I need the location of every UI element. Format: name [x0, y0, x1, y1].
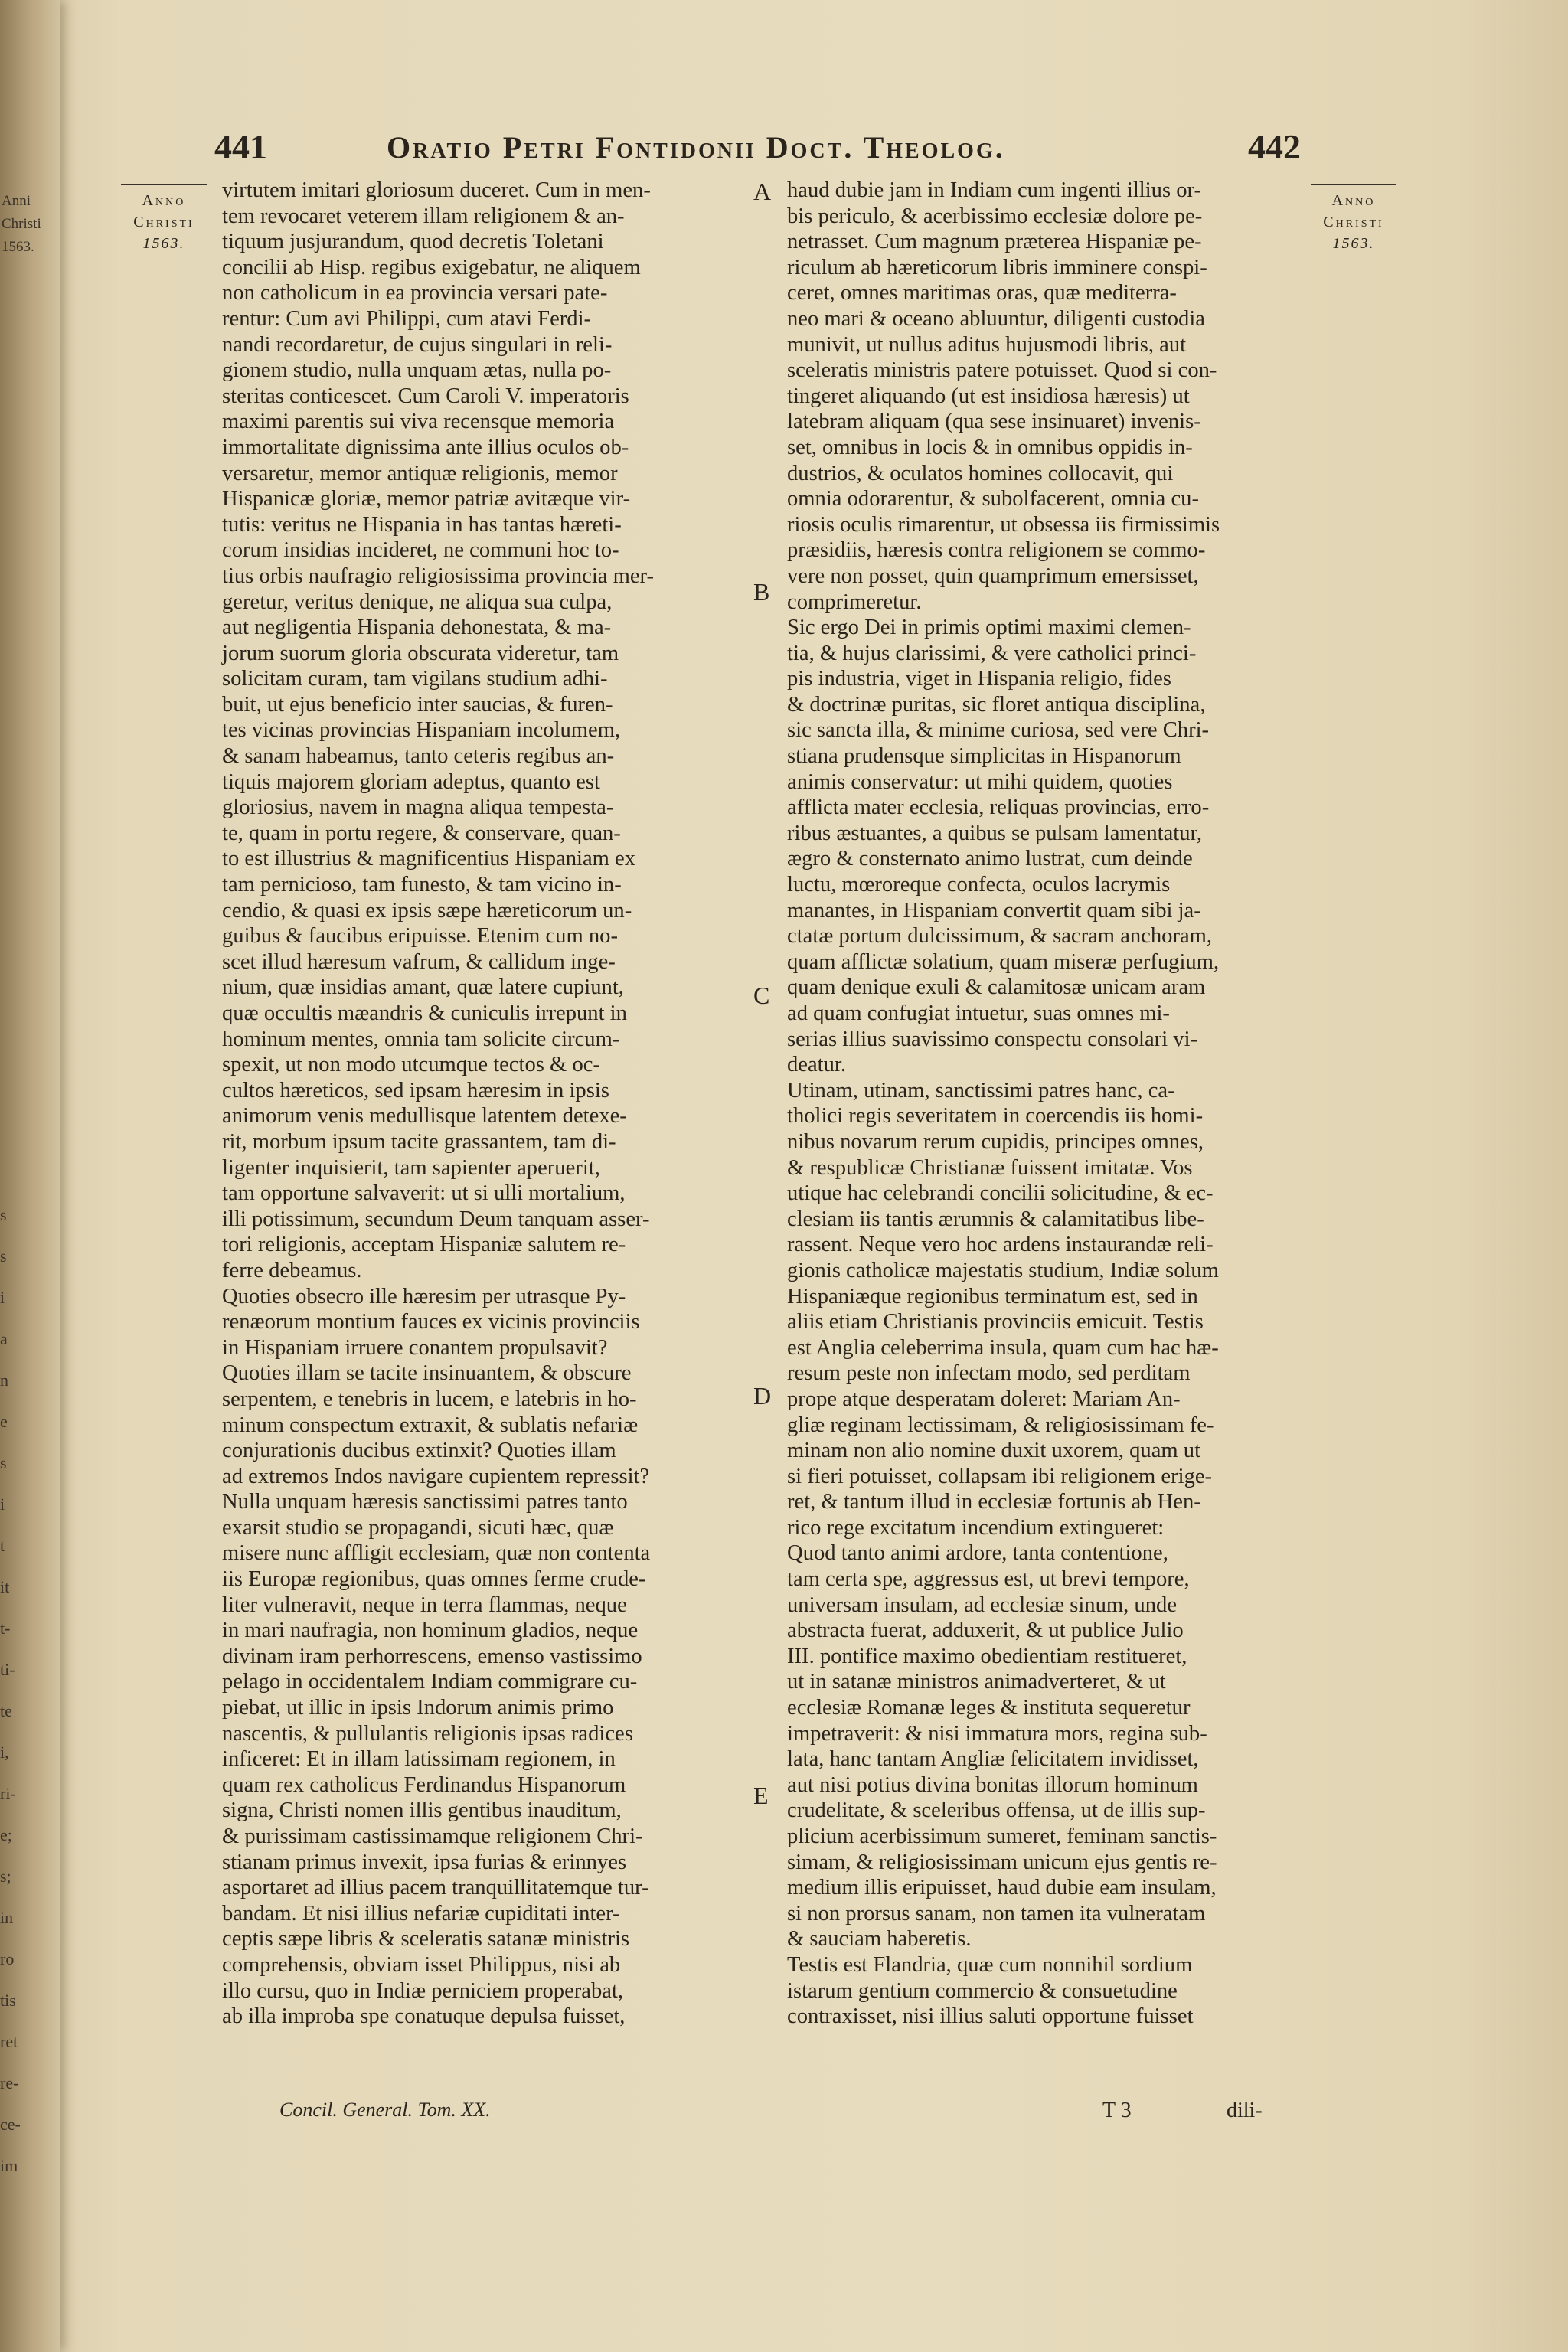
previous-page-fragment: it — [0, 1577, 10, 1596]
text-line: stiana prudensque simplicitas in Hispanorum — [787, 744, 1181, 769]
margin-note-year: 1563. — [1332, 235, 1375, 252]
margin-note-left — [121, 184, 207, 254]
text-line: geretur, veritus denique, ne aliqua sua culpa, — [222, 590, 612, 614]
text-line: gionis catholicæ majestatis studium, Indiæ solum — [787, 1258, 1219, 1282]
section-letter-e: E — [753, 1782, 769, 1809]
text-line: animorum venis medullisque latentem detexe- — [222, 1104, 627, 1129]
previous-page-fragment: e — [0, 1412, 8, 1431]
text-line: nandi recordaretur, de cujus singulari in reli- — [222, 332, 612, 357]
text-line: si non prorsus sanam, non tamen ita vulneratam — [787, 1901, 1206, 1926]
text-line: quam rex catholicus Ferdinandus Hispanorum — [222, 1772, 626, 1797]
text-line: tem revocaret veterem illam religionem & an- — [222, 204, 625, 228]
previous-page-fragment: Anni — [2, 193, 31, 209]
text-line: netrasset. Cum magnum præterea Hispaniæ pe- — [787, 230, 1202, 254]
section-letter-a: A — [753, 178, 772, 205]
text-line: ceret, omnes maritimas oras, quæ mediterra- — [787, 281, 1177, 305]
signature-mark: T 3 — [1102, 2099, 1132, 2122]
text-line: ligenter inquisierit, tam sapienter aperuerit, — [222, 1155, 600, 1180]
text-line: gionem studio, nulla unquam ætas, nulla po- — [222, 358, 612, 383]
text-line: ab illa improba spe conatuque depulsa fuisset, — [222, 2004, 626, 2029]
text-column-left — [222, 178, 755, 2030]
text-line: steritas conticescet. Cum Caroli V. imperatoris — [222, 384, 629, 408]
previous-page-fragment: ret — [0, 2032, 18, 2051]
text-line: ribus æstuantes, a quibus se pulsam lamentatur, — [787, 821, 1203, 845]
text-line: in mari naufragia, non hominum gladios, neque — [222, 1619, 639, 1643]
previous-page-fragment: t- — [0, 1619, 11, 1638]
text-line: Hispanicæ gloriæ, memor patriæ avitæque vir- — [222, 487, 631, 511]
text-line: & sauciam haberetis. — [787, 1927, 972, 1952]
text-line: bandam. Et nisi illius nefariæ cupiditati inter- — [222, 1901, 620, 1926]
text-line: versaretur, memor antiquæ religionis, memor — [222, 461, 618, 485]
text-line: ægro & consternato animo lustrat, cum deinde — [787, 847, 1193, 871]
text-line: tiquum jusjurandum, quod decretis Toletani — [222, 230, 604, 254]
text-line: tia, & hujus clarissimi, & vere catholici princi- — [787, 641, 1197, 665]
previous-page-fragment: s; — [0, 1867, 11, 1886]
margin-note-right — [1311, 184, 1396, 254]
text-line: signa, Christi nomen illis gentibus inauditum, — [222, 1798, 622, 1823]
text-line: non catholicum in ea provincia versari pate- — [222, 281, 608, 305]
text-line: Sic ergo Dei in primis optimi maximi clemen- — [787, 616, 1191, 640]
previous-page-fragment: s — [0, 1246, 7, 1266]
text-line: rico rege excitatum incendium extingueret: — [787, 1515, 1165, 1540]
text-line: set, omnibus in locis & in omnibus oppidis in- — [787, 435, 1193, 459]
section-letter-c: C — [753, 982, 770, 1009]
previous-page-fragment: ri- — [0, 1784, 16, 1803]
collection-footer: Concil. General. Tom. XX. — [279, 2099, 491, 2121]
text-line: Quoties obsecro ille hæresim per utrasque Py- — [222, 1284, 626, 1308]
text-line: cendio, & quasi ex ipsis sæpe hæreticorum un- — [222, 898, 632, 923]
text-line: universam insulam, ad ecclesiæ sinum, unde — [787, 1592, 1178, 1617]
text-line: inficeret: Et in illam latissimam regionem, in — [222, 1747, 616, 1772]
text-line: tam certa spe, aggressus est, ut brevi tempore, — [787, 1567, 1190, 1592]
text-line: clesiam iis tantis ærumnis & calamitatibus libe- — [787, 1207, 1204, 1231]
text-line: resum peste non infectam modo, sed perditam — [787, 1361, 1191, 1386]
text-line: aliis etiam Christianis provinciis emicuit. Testis — [787, 1310, 1204, 1334]
text-line: quam afflictæ solatium, quam miseræ perfugium, — [787, 949, 1220, 974]
previous-page-margin — [2, 190, 55, 259]
text-line: animis conservatur: ut mihi quidem, quoties — [787, 769, 1173, 794]
previous-page-fragment: s — [0, 1205, 7, 1224]
previous-page-fragment: i — [0, 1494, 5, 1514]
text-line: concilii ab Hisp. regibus exigebatur, ne aliquem — [222, 255, 641, 279]
previous-page-fragment: s — [0, 1453, 7, 1472]
text-line: vere non posset, quin quamprimum emersisset, — [787, 564, 1199, 588]
text-line: ecclesiæ Romanæ leges & instituta sequeretur — [787, 1696, 1191, 1720]
text-line: istarum gentium commercio & consuetudine — [787, 1978, 1178, 2003]
text-line: abstracta fuerat, adduxerit, & ut publice Julio — [787, 1619, 1184, 1643]
text-line: ut in satanæ ministros animadverteret, & ut — [787, 1670, 1166, 1694]
text-line: bis periculo, & acerbissimo ecclesiæ dolore pe- — [787, 204, 1203, 228]
text-line: pelago in occidentalem Indiam commigrare cu- — [222, 1670, 638, 1694]
text-line: utique hac celebrandi concilii solicitudine, & ec- — [787, 1181, 1214, 1206]
text-line: plicium acerbissimum sumeret, feminam sanctis- — [787, 1824, 1217, 1848]
text-line: Nulla unquam hæresis sanctissimi patres tanto — [222, 1490, 628, 1514]
previous-page-fragment: a — [0, 1329, 8, 1348]
text-line: in Hispaniam irruere conantem propulsavit? — [222, 1335, 608, 1360]
text-line: præsidiis, hæresis contra religionem se commo- — [787, 538, 1206, 563]
text-column-right — [787, 178, 1317, 2030]
text-line: sceleratis ministris patere potuisset. Quod si con- — [787, 358, 1217, 383]
text-line: simam, & religiosissimam unicum ejus gentis re- — [787, 1850, 1217, 1874]
text-line: luctu, mœroreque confecta, oculos lacrymis — [787, 873, 1171, 897]
text-line: Hispaniæque regionibus terminatum est, sed in — [787, 1284, 1198, 1308]
text-line: afflicta mater ecclesia, reliquas provincias, erro- — [787, 795, 1210, 820]
text-line: III. pontifice maximo obedientiam restitueret, — [787, 1644, 1187, 1668]
text-line: contraxisset, nisi illius saluti opportune fuisset — [787, 2004, 1194, 2029]
text-line: misere nunc affligit ecclesiam, quæ non contenta — [222, 1541, 651, 1566]
text-line: medium illis eripuisset, haud dubie eam insulam, — [787, 1876, 1217, 1900]
text-line: tutis: veritus ne Hispania in has tantas hæreti- — [222, 512, 622, 537]
text-line: pis industria, viget in Hispania religio, fides — [787, 667, 1171, 691]
text-line: ad extremos Indos navigare cupientem repressit? — [222, 1464, 650, 1488]
previous-page-fragment: Christi — [2, 216, 41, 232]
page-number-right: 442 — [1248, 127, 1301, 166]
text-line: gliæ reginam lectissimam, & religiosissimam fe- — [787, 1413, 1214, 1437]
text-line: guibus & faucibus eripuisse. Etenim cum no- — [222, 924, 618, 949]
text-line: tingeret aliquando (ut est insidiosa hæresis) ut — [787, 384, 1190, 408]
text-line: Quod tanto animi ardore, tanta contentione, — [787, 1541, 1168, 1566]
text-line: Testis est Flandria, quæ cum nonnihil sordium — [787, 1952, 1193, 1977]
text-line: immortalitate dignissima ante illius oculos ob- — [222, 435, 629, 459]
text-line: neo mari & oceano abluuntur, diligenti custodia — [787, 306, 1205, 331]
text-line: haud dubie jam in Indiam cum ingenti illius or- — [787, 178, 1202, 202]
text-line: te, quam in portu regere, & conservare, quan- — [222, 821, 621, 845]
text-line: quæ occultis mæandris & cuniculis irrepunt in — [222, 1001, 627, 1025]
previous-page-fragment: ti- — [0, 1660, 15, 1679]
text-line: liter vulneravit, neque in terra flammas, neque — [222, 1592, 627, 1617]
previous-page-fragments — [0, 1194, 31, 2187]
previous-page-fragment: 1563. — [2, 239, 34, 255]
text-line: tes vicinas provincias Hispaniam incolumem, — [222, 718, 621, 743]
text-line: virtutem imitari gloriosum duceret. Cum in men- — [222, 178, 651, 202]
text-line: quam denique exuli & calamitosæ unicam aram — [787, 975, 1206, 1000]
text-line: est Anglia celeberrima insula, quam cum hac hæ- — [787, 1335, 1219, 1360]
catchword: dili- — [1227, 2099, 1263, 2122]
margin-note-word: Christi — [1323, 214, 1384, 230]
text-line: dustrios, & oculatos homines collocavit, qui — [787, 461, 1174, 485]
section-letter-b: B — [753, 578, 770, 606]
text-line: to est illustrius & magnificentius Hispaniam ex — [222, 847, 636, 871]
text-line: stianam primus invexit, ipsa furias & erinnyes — [222, 1850, 627, 1874]
previous-page-fragment: in — [0, 1908, 14, 1927]
text-line: & respublicæ Christianæ fuissent imitatæ. Vos — [787, 1155, 1193, 1180]
text-line: nium, quæ insidias amant, quæ latere cupiunt, — [222, 975, 624, 1000]
text-line: buit, ut ejus beneficio inter saucias, & furen- — [222, 692, 613, 717]
text-line: prope atque desperatam doleret: Mariam An- — [787, 1387, 1181, 1411]
text-line: jorum suorum gloria obscurata videretur, tam — [222, 641, 619, 665]
text-line: riculum ab hæreticorum libris imminere conspi- — [787, 255, 1207, 279]
previous-page-fragment: im — [0, 2156, 18, 2175]
text-line: renæorum montium fauces ex vicinis provinciis — [222, 1310, 640, 1334]
previous-page-fragment: i — [0, 1288, 5, 1307]
text-line: deatur. — [787, 1053, 847, 1077]
text-line: tam opportune salvaverit: ut si ulli mortalium, — [222, 1181, 626, 1206]
margin-note-word: Anno — [1331, 192, 1376, 209]
previous-page-fragment: tis — [0, 1991, 16, 2010]
text-line: piebat, ut illic in ipsis Indorum animis primo — [222, 1696, 614, 1720]
section-letter-d: D — [753, 1382, 772, 1410]
text-line: Utinam, utinam, sanctissimi patres hanc, ca- — [787, 1078, 1175, 1102]
previous-page-fragment: e; — [0, 1825, 12, 1844]
text-line: omnia odorarentur, & subolfacerent, omnia cu- — [787, 487, 1199, 511]
text-line: tius orbis naufragio religiosissima provincia mer- — [222, 564, 655, 588]
text-line: latebram aliquam (qua sese insinuaret) invenis- — [787, 410, 1201, 434]
text-line: & doctrinæ puritas, sic floret antiqua disciplina, — [787, 692, 1206, 717]
text-line: corum insidias incideret, ne communi hoc to- — [222, 538, 619, 563]
text-line: minam non alio nomine duxit uxorem, quam ut — [787, 1439, 1201, 1463]
text-line: nascentis, & pullulantis religionis ipsas radices — [222, 1721, 633, 1746]
text-line: aut nisi potius divina bonitas illorum hominum — [787, 1772, 1198, 1797]
text-line: maximi parentis sui viva recensque memoria — [222, 410, 615, 434]
previous-page-fragment: t — [0, 1536, 5, 1555]
previous-page-fragment: ce- — [0, 2115, 21, 2134]
text-line: ret, & tantum illud in ecclesiæ fortunis ab Hen- — [787, 1490, 1201, 1514]
text-line: ferre debeamus. — [222, 1258, 362, 1282]
previous-page-fragment: i, — [0, 1743, 9, 1762]
text-line: comprehensis, obviam isset Philippus, nisi ab — [222, 1952, 621, 1977]
text-line: manantes, in Hispaniam convertit quam sibi ja- — [787, 898, 1201, 923]
text-line: serpentem, e tenebris in lucem, e latebris in ho- — [222, 1387, 637, 1411]
previous-page-fragment: re- — [0, 2073, 19, 2092]
margin-note-year: 1563. — [142, 235, 185, 252]
text-line: rit, morbum ipsum tacite grassantem, tam di- — [222, 1129, 616, 1154]
running-title: Oratio Petri Fontidonii Doct. Theolog. — [387, 130, 1005, 165]
text-line: illo cursu, quo in Indiæ perniciem properabat, — [222, 1978, 624, 2003]
text-line: riosis oculis rimarentur, ut obsessa iis firmissimis — [787, 512, 1220, 537]
text-line: ceptis sæpe libris & sceleratis satanæ ministris — [222, 1927, 630, 1952]
text-line: tiquis majorem gloriam adeptus, quanto est — [222, 769, 600, 794]
margin-note-word: Christi — [133, 214, 194, 230]
text-line: rentur: Cum avi Philippi, cum atavi Ferdi- — [222, 306, 592, 331]
text-line: lata, hanc tantam Angliæ felicitatem invidisset, — [787, 1747, 1199, 1772]
previous-page-fragment: n — [0, 1370, 8, 1390]
text-line: exarsit studio se propagandi, sicuti hæc, quæ — [222, 1515, 614, 1540]
text-line: sic sancta illa, & minime curiosa, sed vere Chri- — [787, 718, 1210, 743]
text-line: asportaret ad illius pacem tranquillitatemque tur- — [222, 1876, 649, 1900]
margin-rule — [1311, 184, 1396, 185]
text-line: nibus novarum rerum cupidis, principes omnes, — [787, 1129, 1204, 1154]
text-line: spexit, ut non modo utcumque tectos & oc- — [222, 1053, 600, 1077]
text-line: impetraverit: & nisi immatura mors, regina sub- — [787, 1721, 1207, 1746]
text-line: serias illius suavissimo conspectu consolari vi- — [787, 1027, 1198, 1051]
text-line: si fieri potuisset, collapsam ibi religionem erige- — [787, 1464, 1213, 1488]
text-line: tholici regis severitatem in coercendis iis homi- — [787, 1104, 1204, 1129]
text-line: & purissimam castissimamque religionem Chri- — [222, 1824, 643, 1848]
text-line: scet illud hæresum vafrum, & callidum inge- — [222, 949, 616, 974]
text-line: divinam iram perhorrescens, emenso vastissimo — [222, 1644, 642, 1668]
text-line: gloriosius, navem in magna aliqua tempesta- — [222, 795, 614, 820]
text-line: conjurationis ducibus extinxit? Quoties illam — [222, 1439, 616, 1463]
text-line: Quoties illam se tacite insinuantem, & obscure — [222, 1361, 632, 1386]
previous-page-fragment: te — [0, 1701, 12, 1720]
text-line: tori religionis, acceptam Hispaniæ salutem re- — [222, 1233, 626, 1257]
page-header — [214, 126, 1340, 166]
text-line: minum conspectum extraxit, & sublatis nefariæ — [222, 1413, 639, 1437]
margin-note-word: Anno — [142, 192, 186, 209]
text-line: tam pernicioso, tam funesto, & tam vicino in- — [222, 873, 622, 897]
text-line: rassent. Neque vero hoc ardens instaurandæ reli- — [787, 1233, 1214, 1257]
text-line: ctatæ portum dulcissimum, & sacram anchoram, — [787, 924, 1213, 949]
text-line: crudelitate, & sceleribus offensa, ut de illis sup- — [787, 1798, 1206, 1823]
text-line: hominum mentes, omnia tam solicite circum- — [222, 1027, 620, 1051]
text-line: iis Europæ regionibus, quas omnes ferme crude- — [222, 1567, 646, 1592]
previous-page-fragment: ro — [0, 1949, 15, 1968]
text-line: illi potissimum, secundum Deum tanquam asser- — [222, 1207, 650, 1231]
text-line: comprimeretur. — [787, 590, 922, 614]
text-line: aut negligentia Hispania dehonestata, & ma- — [222, 616, 612, 640]
margin-rule — [121, 184, 207, 185]
page-number-left: 441 — [214, 127, 267, 166]
text-line: solicitam curam, tam vigilans studium adhi- — [222, 667, 608, 691]
text-line: ad quam confugiat intuetur, suas omnes mi- — [787, 1001, 1170, 1025]
text-line: cultos hæreticos, sed ipsam hæresim in ipsis — [222, 1078, 609, 1102]
text-line: & sanam habeamus, tanto ceteris regibus an- — [222, 744, 615, 769]
text-line: munivit, ut nullus aditus hujusmodi libris, aut — [787, 332, 1187, 357]
